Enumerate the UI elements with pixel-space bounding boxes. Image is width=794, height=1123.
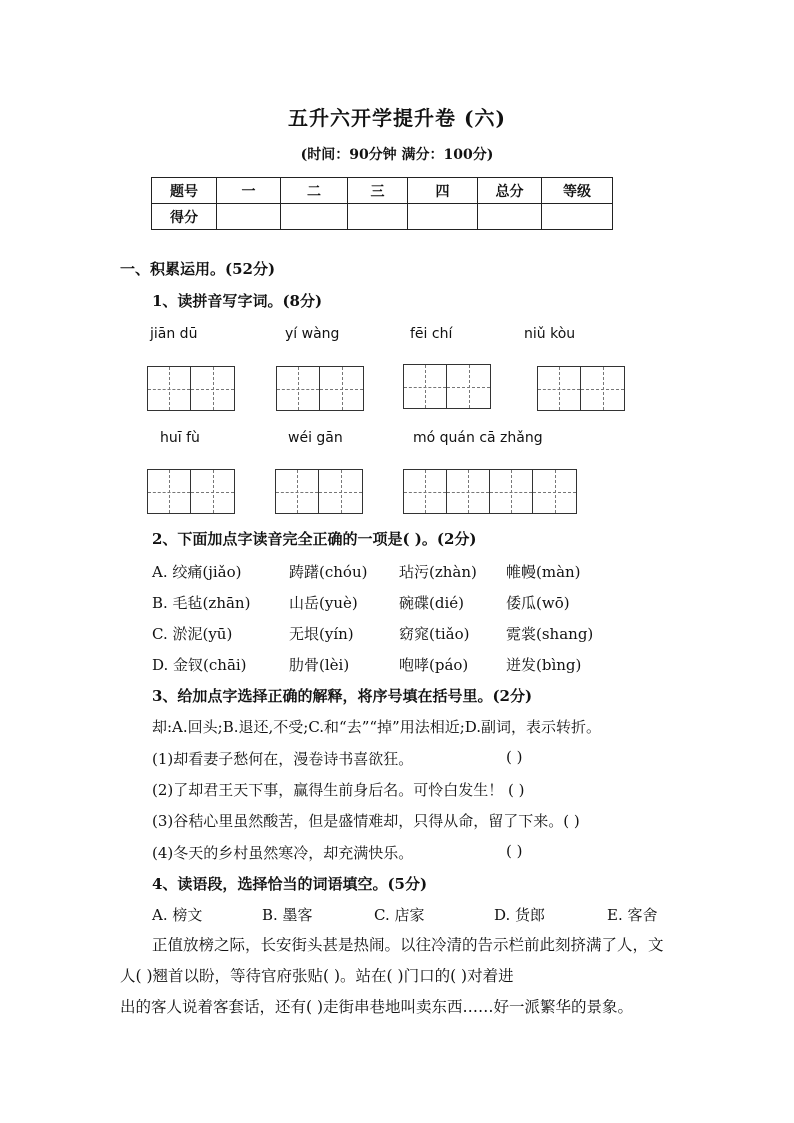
sentence-item: (4)冬天的乡村虽然寒冷，却充满快乐。: [152, 844, 414, 862]
option-d: D. 金钗(chāi): [152, 656, 247, 674]
pinyin-label: jiān dū: [150, 326, 198, 342]
page-title: 五升六开学提升卷 (六): [288, 106, 506, 130]
pinyin-label: fēi chí: [410, 326, 453, 342]
passage-line: 出的客人说着客套话，还有( )走街串巷地叫卖东西……好一派繁华的景象。: [120, 998, 634, 1016]
question-2-heading: 2、下面加点字读音完全正确的一项是( )。(2分): [152, 530, 477, 548]
answer-blank[interactable]: ( ): [506, 748, 523, 766]
exam-info: (时间：90分钟 满分：100分): [300, 147, 494, 163]
score-cell[interactable]: [281, 204, 348, 230]
score-cell[interactable]: [542, 204, 613, 230]
word-option: B. 墨客: [262, 906, 313, 924]
score-table: [151, 177, 613, 230]
pinyin-label: yí wàng: [285, 326, 340, 342]
sentence-item: (2)了却君王天下事，赢得生前身后名。可怜白发生！ ( ): [152, 781, 525, 799]
passage-line: 正值放榜之际，长安街头甚是热闹。以往冷清的告示栏前此刻挤满了人，文: [152, 936, 664, 954]
passage-line: 人( )翘首以盼，等待官府张贴( )。站在( )门口的( )对着进: [120, 967, 514, 985]
word-option: A. 榜文: [152, 906, 203, 924]
score-table-score-row: [152, 204, 613, 230]
option-word: 帷幔(màn): [506, 563, 581, 581]
option-c: C. 淤泥(yū): [152, 625, 233, 643]
question-4-heading: 4、读语段，选择恰当的词语填空。(5分): [152, 875, 428, 893]
section-heading: 一、积累运用。(52分): [120, 260, 276, 278]
writing-grid[interactable]: [147, 366, 235, 411]
option-b: B. 毛毡(zhān): [152, 594, 251, 612]
pinyin-label: mó quán cā zhǎng: [413, 430, 543, 446]
option-word: 迸发(bìng): [506, 656, 582, 674]
writing-grid[interactable]: [537, 366, 625, 411]
row-label: 得分: [152, 204, 217, 230]
writing-grid[interactable]: [403, 364, 491, 409]
pinyin-label: wéi gān: [288, 430, 343, 446]
option-a: A. 绞痛(jiǎo): [152, 563, 242, 581]
score-cell[interactable]: [217, 204, 281, 230]
option-word: 倭瓜(wō): [506, 594, 570, 612]
score-cell[interactable]: [408, 204, 478, 230]
header-cell: 四: [408, 178, 478, 204]
option-word: 碗碟(dié): [399, 594, 464, 612]
word-option: C. 店家: [374, 906, 425, 924]
definition-text: 却:A.回头;B.退还,不受;C.和“去”“掉”用法相近;D.副词，表示转折。: [152, 718, 602, 736]
header-cell: 题号: [152, 178, 217, 204]
word-option: D. 货郎: [494, 906, 546, 924]
writing-grid[interactable]: [275, 469, 363, 514]
option-word: 无垠(yín): [289, 625, 354, 643]
writing-grid[interactable]: [403, 469, 577, 514]
score-cell[interactable]: [478, 204, 542, 230]
option-word: 窈窕(tiǎo): [399, 625, 470, 643]
writing-grid[interactable]: [147, 469, 235, 514]
score-table-header-row: [152, 178, 613, 204]
option-word: 肋骨(lèi): [289, 656, 350, 674]
header-cell: 二: [281, 178, 348, 204]
sentence-item: (1)却看妻子愁何在，漫卷诗书喜欲狂。: [152, 750, 414, 768]
option-word: 咆哮(páo): [399, 656, 469, 674]
option-word: 踌躇(chóu): [289, 563, 368, 581]
header-cell: 一: [217, 178, 281, 204]
answer-blank[interactable]: ( ): [506, 842, 523, 860]
question-3-heading: 3、给加点字选择正确的解释，将序号填在括号里。(2分): [152, 687, 533, 705]
sentence-item: (3)谷秸心里虽然酸苦，但是盛情难却，只得从命，留了下来。( ): [152, 812, 580, 830]
option-word: 山岳(yuè): [289, 594, 358, 612]
word-option: E. 客舍: [607, 906, 658, 924]
question-1-heading: 1、读拼音写字词。(8分): [152, 292, 323, 310]
option-word: 霓裳(shang): [506, 625, 594, 643]
option-word: 玷污(zhàn): [399, 563, 477, 581]
header-cell: 总分: [478, 178, 542, 204]
header-cell: 等级: [542, 178, 613, 204]
pinyin-label: niǔ kòu: [524, 326, 576, 342]
pinyin-label: huī fù: [160, 430, 200, 446]
score-cell[interactable]: [348, 204, 408, 230]
writing-grid[interactable]: [276, 366, 364, 411]
header-cell: 三: [348, 178, 408, 204]
